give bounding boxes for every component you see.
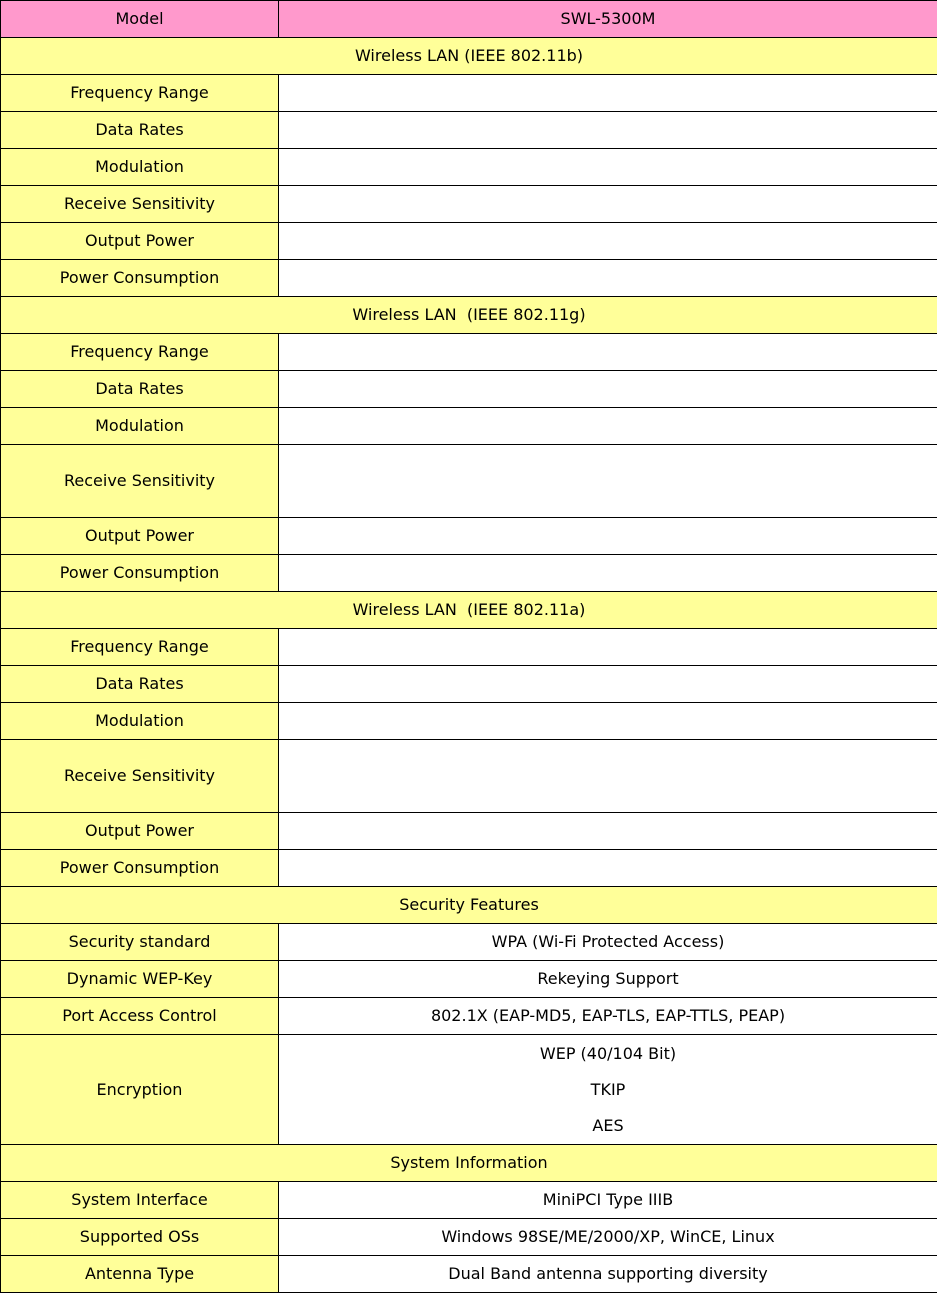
row-label: Power Consumption — [1, 555, 279, 592]
row-value — [279, 112, 937, 149]
row-value: Rekeying Support — [279, 961, 937, 998]
model-value: SWL-5300M — [279, 1, 937, 38]
section-title-wlan-b: Wireless LAN (IEEE 802.11b) — [1, 38, 937, 75]
row-value — [279, 703, 937, 740]
row-label: Dynamic WEP-Key — [1, 961, 279, 998]
row-value — [279, 260, 937, 297]
row-value — [279, 371, 937, 408]
section-row — [1, 887, 937, 924]
table-row — [1, 555, 937, 592]
section-row — [1, 297, 937, 334]
row-label: Modulation — [1, 703, 279, 740]
table-row — [1, 1182, 937, 1219]
table-row — [1, 445, 937, 518]
table-row — [1, 850, 937, 887]
section-title-system: System Information — [1, 1145, 937, 1182]
row-value — [279, 629, 937, 666]
row-value — [279, 445, 937, 518]
row-value — [279, 555, 937, 592]
row-value — [279, 740, 937, 813]
table-row — [1, 518, 937, 555]
row-value — [279, 223, 937, 260]
row-value: WPA (Wi-Fi Protected Access) — [279, 924, 937, 961]
row-label: Receive Sensitivity — [1, 740, 279, 813]
row-label: Port Access Control — [1, 998, 279, 1035]
row-label: Output Power — [1, 223, 279, 260]
table-row — [1, 629, 937, 666]
table-row — [1, 75, 937, 112]
encryption-value: TKIP — [279, 1072, 937, 1108]
table-row — [1, 998, 937, 1035]
row-label: Frequency Range — [1, 75, 279, 112]
row-label: Security standard — [1, 924, 279, 961]
table-row — [1, 408, 937, 445]
row-value: Windows 98SE/ME/2000/XP, WinCE, Linux — [279, 1219, 937, 1256]
table-row — [1, 371, 937, 408]
table-row — [1, 1219, 937, 1256]
row-label: Data Rates — [1, 112, 279, 149]
table-row — [1, 149, 937, 186]
row-value — [279, 518, 937, 555]
row-value — [279, 813, 937, 850]
row-value — [279, 75, 937, 112]
table-row — [1, 924, 937, 961]
row-label: Frequency Range — [1, 334, 279, 371]
section-title-security: Security Features — [1, 887, 937, 924]
table-row — [1, 223, 937, 260]
table-row — [1, 666, 937, 703]
model-row — [1, 1, 937, 38]
row-label: Supported OSs — [1, 1219, 279, 1256]
row-value: 802.1X (EAP-MD5, EAP-TLS, EAP-TTLS, PEAP) — [279, 998, 937, 1035]
row-label: Output Power — [1, 518, 279, 555]
table-row — [1, 703, 937, 740]
section-row — [1, 38, 937, 75]
row-value — [279, 666, 937, 703]
row-label: Output Power — [1, 813, 279, 850]
table-row — [1, 334, 937, 371]
row-value — [279, 850, 937, 887]
encryption-values — [279, 1035, 937, 1145]
table-row — [1, 186, 937, 223]
table-row — [1, 1035, 937, 1145]
section-title-wlan-g: Wireless LAN (IEEE 802.11g) — [1, 297, 937, 334]
section-row — [1, 592, 937, 629]
table-row — [1, 260, 937, 297]
row-value — [279, 149, 937, 186]
table-row — [1, 1256, 937, 1293]
row-label: System Interface — [1, 1182, 279, 1219]
row-label: Encryption — [1, 1035, 279, 1145]
row-label: Receive Sensitivity — [1, 186, 279, 223]
table-row — [1, 813, 937, 850]
section-title-wlan-a: Wireless LAN (IEEE 802.11a) — [1, 592, 937, 629]
table-row — [1, 112, 937, 149]
row-label: Receive Sensitivity — [1, 445, 279, 518]
row-label: Antenna Type — [1, 1256, 279, 1293]
section-row — [1, 1145, 937, 1182]
row-label: Frequency Range — [1, 629, 279, 666]
row-value — [279, 334, 937, 371]
row-value — [279, 186, 937, 223]
model-label: Model — [1, 1, 279, 38]
row-value: MiniPCI Type IIIB — [279, 1182, 937, 1219]
row-value: Dual Band antenna supporting diversity — [279, 1256, 937, 1293]
encryption-value: WEP (40/104 Bit) — [279, 1036, 937, 1072]
table-row — [1, 740, 937, 813]
row-label: Data Rates — [1, 371, 279, 408]
row-label: Modulation — [1, 149, 279, 186]
row-label: Modulation — [1, 408, 279, 445]
row-label: Data Rates — [1, 666, 279, 703]
row-label: Power Consumption — [1, 260, 279, 297]
encryption-value: AES — [279, 1108, 937, 1144]
row-value — [279, 408, 937, 445]
row-label: Power Consumption — [1, 850, 279, 887]
table-row — [1, 961, 937, 998]
